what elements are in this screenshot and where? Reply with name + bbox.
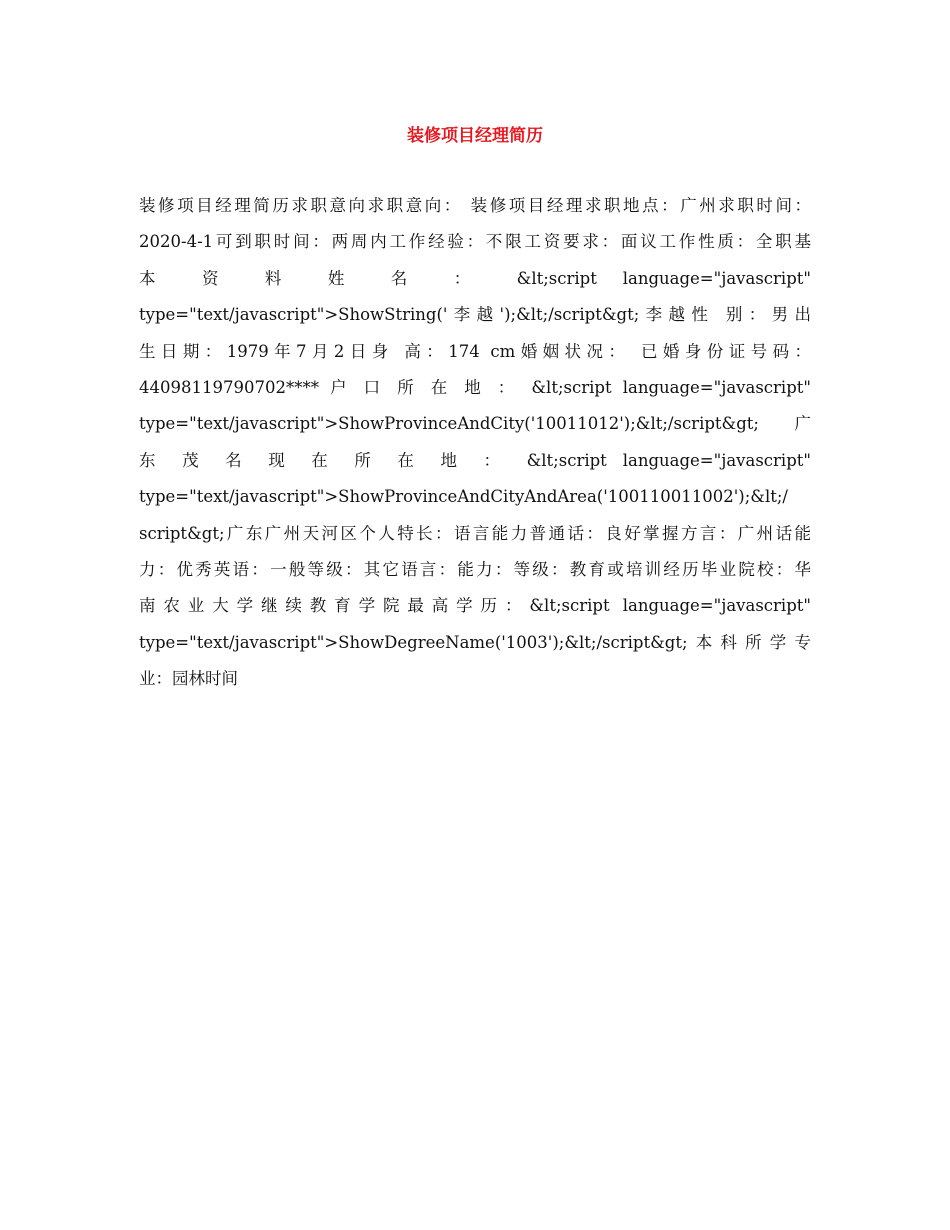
body-line: 44098119790702**** 户 口 所 在 地 ： &lt;script language="javascript" (139, 377, 811, 397)
body-line: script&gt;广东广州天河区个人特长：语言能力普通话：良好掌握方言：广州话能 (139, 523, 811, 543)
document-title: 装修项目经理简历 (407, 126, 543, 146)
body-line: 生日期：1979年7月2日身 高：174 cm婚姻状况： 已婚身份证号码： (139, 341, 811, 361)
body-line: type="text/javascript">ShowProvinceAndCityAndArea('100110011002');&lt;/ (139, 487, 788, 507)
body-line: 2020-4-1可到职时间：两周内工作经验：不限工资要求：面议工作性质：全职基 (139, 232, 811, 252)
body-line: type="text/javascript">ShowProvinceAndCity('10011012');&lt;/script&gt;广 (139, 414, 811, 434)
document-body (139, 192, 811, 701)
body-line: 装修项目经理简历求职意向求职意向： 装修项目经理求职地点：广州求职时间： (139, 196, 811, 215)
body-line: 业：园林时间 (139, 669, 238, 689)
body-line: 东 茂 名 现 在 所 在 地 ： &lt;script language="javascript" (139, 450, 811, 470)
body-line: type="text/javascript">ShowString('李越');&lt;/script&gt;李越性 别：男出 (139, 305, 811, 325)
body-line: 南农业大学继续教育学院最高学历：&lt;script language="javascript" (139, 596, 811, 616)
body-line: type="text/javascript">ShowDegreeName('1003');&lt;/script&gt;本科所学专 (139, 632, 811, 652)
body-line: 力：优秀英语：一般等级：其它语言：能力：等级：教育或培训经历毕业院校：华 (139, 559, 811, 579)
body-line: 本 资 料 姓 名 ： &lt;script language="javascript" (139, 268, 811, 288)
